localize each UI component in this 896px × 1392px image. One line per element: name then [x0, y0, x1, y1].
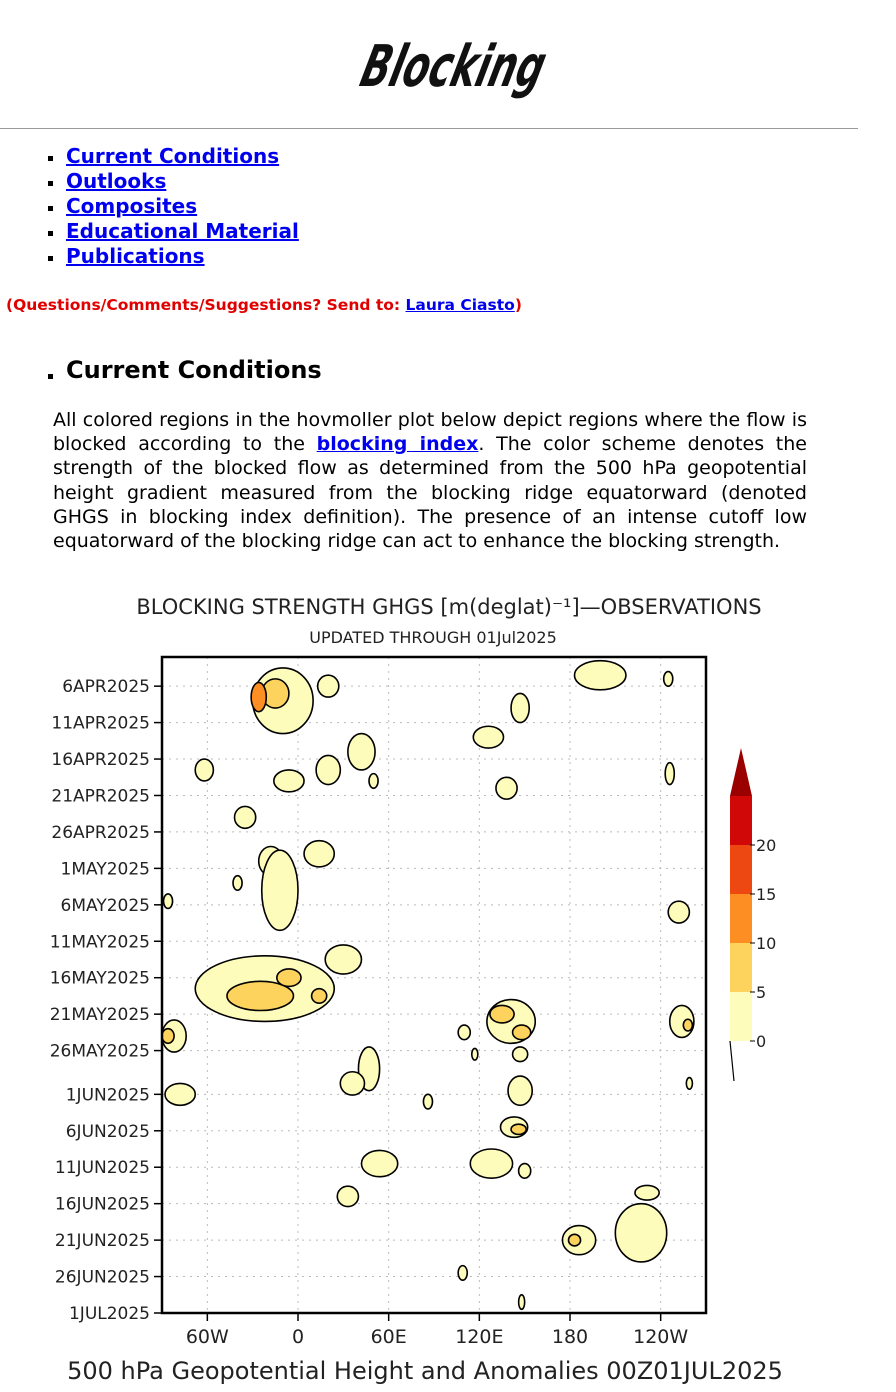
blocking-region [664, 672, 673, 687]
blocking-region [458, 1266, 467, 1281]
blocking-region [348, 734, 375, 770]
x-tick-label: 120E [455, 1326, 504, 1348]
y-tick-label: 1JUL2025 [68, 1304, 150, 1324]
y-tick-label: 6MAY2025 [60, 895, 150, 916]
description-paragraph [53, 408, 807, 553]
blocking-logo [352, 22, 554, 118]
blocking-region [511, 1124, 526, 1134]
blocking-region [635, 1185, 659, 1200]
y-tick-label: 11APR2025 [51, 713, 150, 734]
blocking-region [513, 1025, 531, 1040]
blocking-region [668, 901, 689, 923]
description-part-2: . The color scheme denotes the strength of the blocked flow as determined from the 500 hPa geopotential height gradient measured from the blocking ridge equatorward (denoted GHGS in blocking index definition). The presence of an intense cutoff low equatorward of the blocking ridge can act to enhance the blocking strength. [53, 433, 807, 553]
chart-footer: 500 hPa Geopotential Height and Anomalies 00Z01JUL2025 [67, 1357, 783, 1385]
blocking-region [162, 1029, 174, 1044]
x-tick-label: 60E [370, 1326, 407, 1348]
x-axis [186, 1313, 689, 1348]
nav-link-current-conditions[interactable]: Current Conditions [66, 144, 280, 168]
blocking-region [164, 894, 173, 909]
y-tick-label: 21APR2025 [51, 786, 150, 807]
blocking-region [423, 1094, 432, 1109]
nav-item-outlooks [48, 169, 299, 194]
blocking-region [665, 763, 674, 785]
blocking-region [686, 1078, 692, 1090]
color-scale-segment [730, 943, 752, 992]
color-scale-segment [730, 992, 752, 1041]
blocking-region [508, 1076, 532, 1105]
blocking-region [568, 1234, 580, 1246]
blocking-region [472, 1048, 478, 1060]
blocking-region [575, 661, 626, 690]
y-tick-label: 6APR2025 [62, 677, 150, 698]
nav-link-outlooks[interactable]: Outlooks [66, 169, 167, 193]
blocking-region [316, 755, 340, 784]
section-title: Current Conditions [48, 356, 322, 384]
blocking-regions [162, 661, 694, 1310]
contact-suffix: ) [514, 296, 522, 314]
nav-item-current-conditions [48, 144, 299, 169]
blocking-region [165, 1083, 195, 1105]
blocking-region [337, 1186, 358, 1206]
color-scale-min-tail [730, 1041, 734, 1081]
color-scale-bar [730, 748, 776, 1081]
blocking-region [683, 1019, 692, 1031]
color-scale-segment [730, 845, 752, 894]
header-divider [0, 128, 858, 129]
x-tick-label: 180 [551, 1326, 589, 1348]
nav-link-publications[interactable]: Publications [66, 244, 205, 268]
color-scale-label: 10 [756, 934, 777, 953]
blocking-region [312, 989, 327, 1004]
y-tick-label: 26APR2025 [51, 822, 150, 843]
blocking-region [519, 1295, 525, 1310]
description-part-1: All colored regions in the hovmoller plot below depict regions where the flow is blocked according to the [53, 409, 807, 456]
blocking-region [233, 876, 242, 891]
blocking-region [318, 675, 339, 697]
color-scale-label: 0 [756, 1032, 767, 1051]
blocking-region [195, 759, 213, 781]
blocking-region [304, 841, 334, 867]
blocking-region [277, 969, 301, 986]
blocking-region [615, 1204, 666, 1262]
y-tick-label: 16MAY2025 [49, 968, 150, 989]
blocking-region [519, 1164, 531, 1179]
blocking-region [458, 1025, 470, 1040]
blocking-index-link[interactable]: blocking index [316, 433, 479, 456]
color-scale-max-arrow [730, 748, 752, 796]
color-scale-label: 5 [756, 983, 767, 1002]
contact-prefix: (Questions/Comments/Suggestions? Send to: [6, 296, 406, 314]
nav-link-educational-material[interactable]: Educational Material [66, 219, 299, 243]
blocking-region [340, 1072, 364, 1095]
y-tick-label: 11JUN2025 [54, 1158, 150, 1179]
chart-title: BLOCKING STRENGTH GHGS [m(deglat)⁻¹]—OBSERVATIONS [136, 595, 762, 619]
x-tick-label: 60W [185, 1326, 229, 1348]
x-tick-label: 120W [633, 1326, 689, 1348]
y-tick-label: 26MAY2025 [49, 1041, 150, 1062]
blocking-region [369, 774, 378, 789]
y-tick-label: 1MAY2025 [60, 859, 150, 880]
color-scale-label: 15 [756, 885, 777, 904]
blocking-region [513, 1047, 528, 1062]
y-axis [50, 677, 162, 1324]
blocking-region [473, 726, 503, 748]
y-tick-label: 1JUN2025 [65, 1085, 150, 1106]
blocking-region [490, 1005, 514, 1022]
y-tick-label: 21JUN2025 [54, 1231, 150, 1252]
contact-line [6, 296, 522, 314]
color-scale-segment [730, 796, 752, 845]
blocking-region [262, 850, 298, 930]
blocking-region [361, 1150, 397, 1176]
x-tick-label: 0 [291, 1326, 305, 1348]
chart-subtitle: UPDATED THROUGH 01Jul2025 [309, 628, 557, 647]
color-scale-label: 20 [756, 836, 777, 855]
contact-email-link[interactable]: Laura Ciasto [405, 296, 515, 314]
blocking-region [496, 777, 517, 799]
blocking-region [274, 770, 304, 792]
nav-link-composites[interactable]: Composites [66, 194, 198, 218]
blocking-hovmoller-chart [0, 584, 896, 1392]
color-scale-segment [730, 894, 752, 943]
y-tick-label: 6JUN2025 [65, 1121, 150, 1142]
blocking-region [251, 683, 266, 712]
blocking-region [235, 806, 256, 828]
nav-item-educational-material [48, 219, 299, 244]
y-tick-label: 21MAY2025 [49, 1005, 150, 1026]
blocking-region [511, 693, 529, 722]
blocking-region [470, 1149, 512, 1178]
y-tick-label: 26JUN2025 [54, 1267, 150, 1288]
blocking-logo-text [355, 33, 554, 100]
y-tick-label: 11MAY2025 [49, 932, 150, 953]
y-tick-label: 16APR2025 [51, 750, 150, 771]
svg-text:Blocking: Blocking [354, 32, 554, 100]
y-tick-label: 16JUN2025 [54, 1194, 150, 1215]
main-nav [48, 144, 299, 269]
nav-item-composites [48, 194, 299, 219]
blocking-region [325, 945, 361, 974]
nav-item-publications [48, 244, 299, 269]
